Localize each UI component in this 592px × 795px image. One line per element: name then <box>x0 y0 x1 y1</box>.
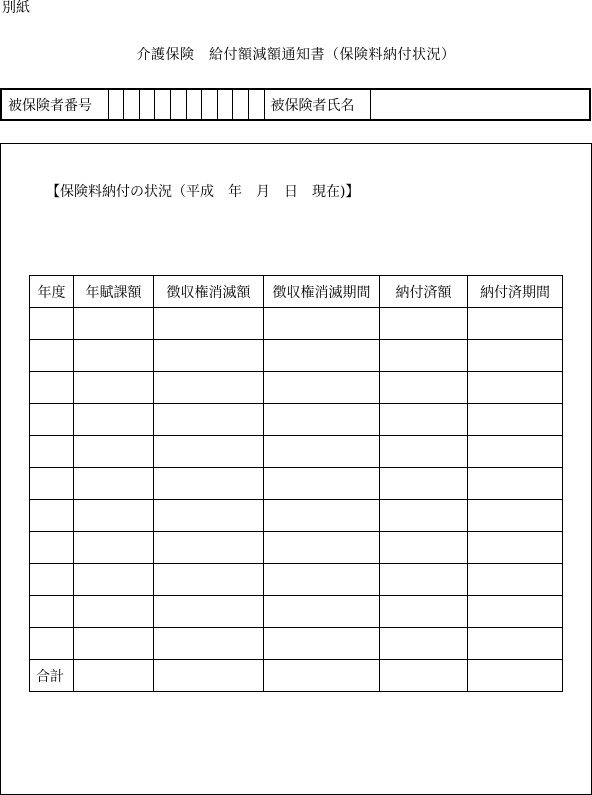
header-paid-period: 納付済期間 <box>468 276 563 308</box>
table-cell[interactable] <box>380 308 468 340</box>
insured-number-digit-cell[interactable] <box>123 89 139 120</box>
table-cell[interactable] <box>30 564 74 596</box>
table-cell[interactable] <box>380 564 468 596</box>
insured-number-digit-cell[interactable] <box>217 89 232 120</box>
table-cell[interactable] <box>154 436 264 468</box>
table-cell[interactable] <box>154 404 264 436</box>
table-cell[interactable] <box>468 404 563 436</box>
document-title: 介護保険 給付額減額通知書（保険料納付状況） <box>136 47 456 63</box>
table-cell[interactable] <box>468 436 563 468</box>
header-fiscal-year: 年度 <box>30 276 74 308</box>
table-cell[interactable] <box>264 596 380 628</box>
table-total-row <box>30 660 563 692</box>
table-cell[interactable] <box>264 500 380 532</box>
table-cell[interactable] <box>380 340 468 372</box>
insured-name-label: 被保険者氏名 <box>264 89 370 120</box>
header-extinguished-period: 徴収権消滅期間 <box>264 276 380 308</box>
table-cell[interactable] <box>30 628 74 660</box>
insured-id-table <box>0 88 591 121</box>
total-cell[interactable] <box>468 660 563 692</box>
table-row <box>30 340 563 372</box>
table-cell[interactable] <box>30 468 74 500</box>
table-cell[interactable] <box>264 404 380 436</box>
table-cell[interactable] <box>30 340 74 372</box>
table-row <box>30 404 563 436</box>
insured-number-digit-cell[interactable] <box>248 89 264 120</box>
insured-number-digit-cell[interactable] <box>170 89 186 120</box>
table-cell[interactable] <box>468 468 563 500</box>
table-cell[interactable] <box>154 308 264 340</box>
table-cell[interactable] <box>468 500 563 532</box>
table-cell[interactable] <box>74 500 154 532</box>
table-cell[interactable] <box>154 500 264 532</box>
table-cell[interactable] <box>380 468 468 500</box>
table-cell[interactable] <box>380 372 468 404</box>
table-body <box>30 308 563 660</box>
insured-number-digit-cell[interactable] <box>201 89 217 120</box>
table-header-row <box>30 276 563 308</box>
table-row <box>30 596 563 628</box>
table-cell[interactable] <box>74 628 154 660</box>
table-cell[interactable] <box>74 564 154 596</box>
table-cell[interactable] <box>380 436 468 468</box>
table-row <box>30 564 563 596</box>
table-cell[interactable] <box>468 628 563 660</box>
insured-number-digit-cell[interactable] <box>232 89 248 120</box>
table-row <box>30 468 563 500</box>
table-cell[interactable] <box>468 308 563 340</box>
table-cell[interactable] <box>74 308 154 340</box>
table-cell[interactable] <box>468 372 563 404</box>
table-cell[interactable] <box>264 564 380 596</box>
total-cell[interactable] <box>154 660 264 692</box>
annex-label: 別紙 <box>2 0 30 16</box>
insured-id-row <box>1 89 590 120</box>
payment-status-table <box>29 275 563 692</box>
table-cell[interactable] <box>380 628 468 660</box>
table-cell[interactable] <box>74 436 154 468</box>
table-cell[interactable] <box>154 564 264 596</box>
table-cell[interactable] <box>154 340 264 372</box>
table-cell[interactable] <box>74 596 154 628</box>
insured-number-label: 被保険者番号 <box>1 89 108 120</box>
table-cell[interactable] <box>30 500 74 532</box>
table-cell[interactable] <box>74 372 154 404</box>
table-cell[interactable] <box>264 340 380 372</box>
total-label: 合計 <box>30 660 74 692</box>
header-paid-amount: 納付済額 <box>380 276 468 308</box>
table-cell[interactable] <box>264 372 380 404</box>
insured-number-digit-cell[interactable] <box>108 89 123 120</box>
table-cell[interactable] <box>264 532 380 564</box>
total-cell[interactable] <box>380 660 468 692</box>
table-row <box>30 532 563 564</box>
insured-name-value[interactable] <box>370 89 590 120</box>
table-cell[interactable] <box>154 596 264 628</box>
table-cell[interactable] <box>154 372 264 404</box>
table-cell[interactable] <box>30 308 74 340</box>
table-cell[interactable] <box>264 628 380 660</box>
table-cell[interactable] <box>30 436 74 468</box>
payment-status-title: 【保険料納付の状況（平成 年 月 日 現在)】 <box>46 184 360 200</box>
insured-number-digit-cell[interactable] <box>186 89 201 120</box>
table-cell[interactable] <box>264 436 380 468</box>
table-cell[interactable] <box>380 404 468 436</box>
table-cell[interactable] <box>380 500 468 532</box>
table-cell[interactable] <box>30 372 74 404</box>
table-cell[interactable] <box>468 340 563 372</box>
table-cell[interactable] <box>154 468 264 500</box>
header-extinguished-amount: 徴収権消滅額 <box>154 276 264 308</box>
table-cell[interactable] <box>74 532 154 564</box>
table-cell[interactable] <box>154 532 264 564</box>
table-row <box>30 628 563 660</box>
total-cell[interactable] <box>74 660 154 692</box>
table-cell[interactable] <box>74 468 154 500</box>
table-cell[interactable] <box>468 596 563 628</box>
header-annual-assessment: 年賦課額 <box>74 276 154 308</box>
insured-number-digit-cell[interactable] <box>139 89 154 120</box>
table-cell[interactable] <box>380 596 468 628</box>
table-cell[interactable] <box>468 564 563 596</box>
table-cell[interactable] <box>468 532 563 564</box>
insured-number-digit-cell[interactable] <box>154 89 170 120</box>
table-row <box>30 436 563 468</box>
table-cell[interactable] <box>30 532 74 564</box>
table-cell[interactable] <box>74 404 154 436</box>
table-cell[interactable] <box>264 308 380 340</box>
table-cell[interactable] <box>264 468 380 500</box>
table-row <box>30 308 563 340</box>
table-row <box>30 372 563 404</box>
table-cell[interactable] <box>30 404 74 436</box>
total-cell[interactable] <box>264 660 380 692</box>
table-cell[interactable] <box>380 532 468 564</box>
table-cell[interactable] <box>74 340 154 372</box>
table-cell[interactable] <box>154 628 264 660</box>
table-cell[interactable] <box>30 596 74 628</box>
table-row <box>30 500 563 532</box>
